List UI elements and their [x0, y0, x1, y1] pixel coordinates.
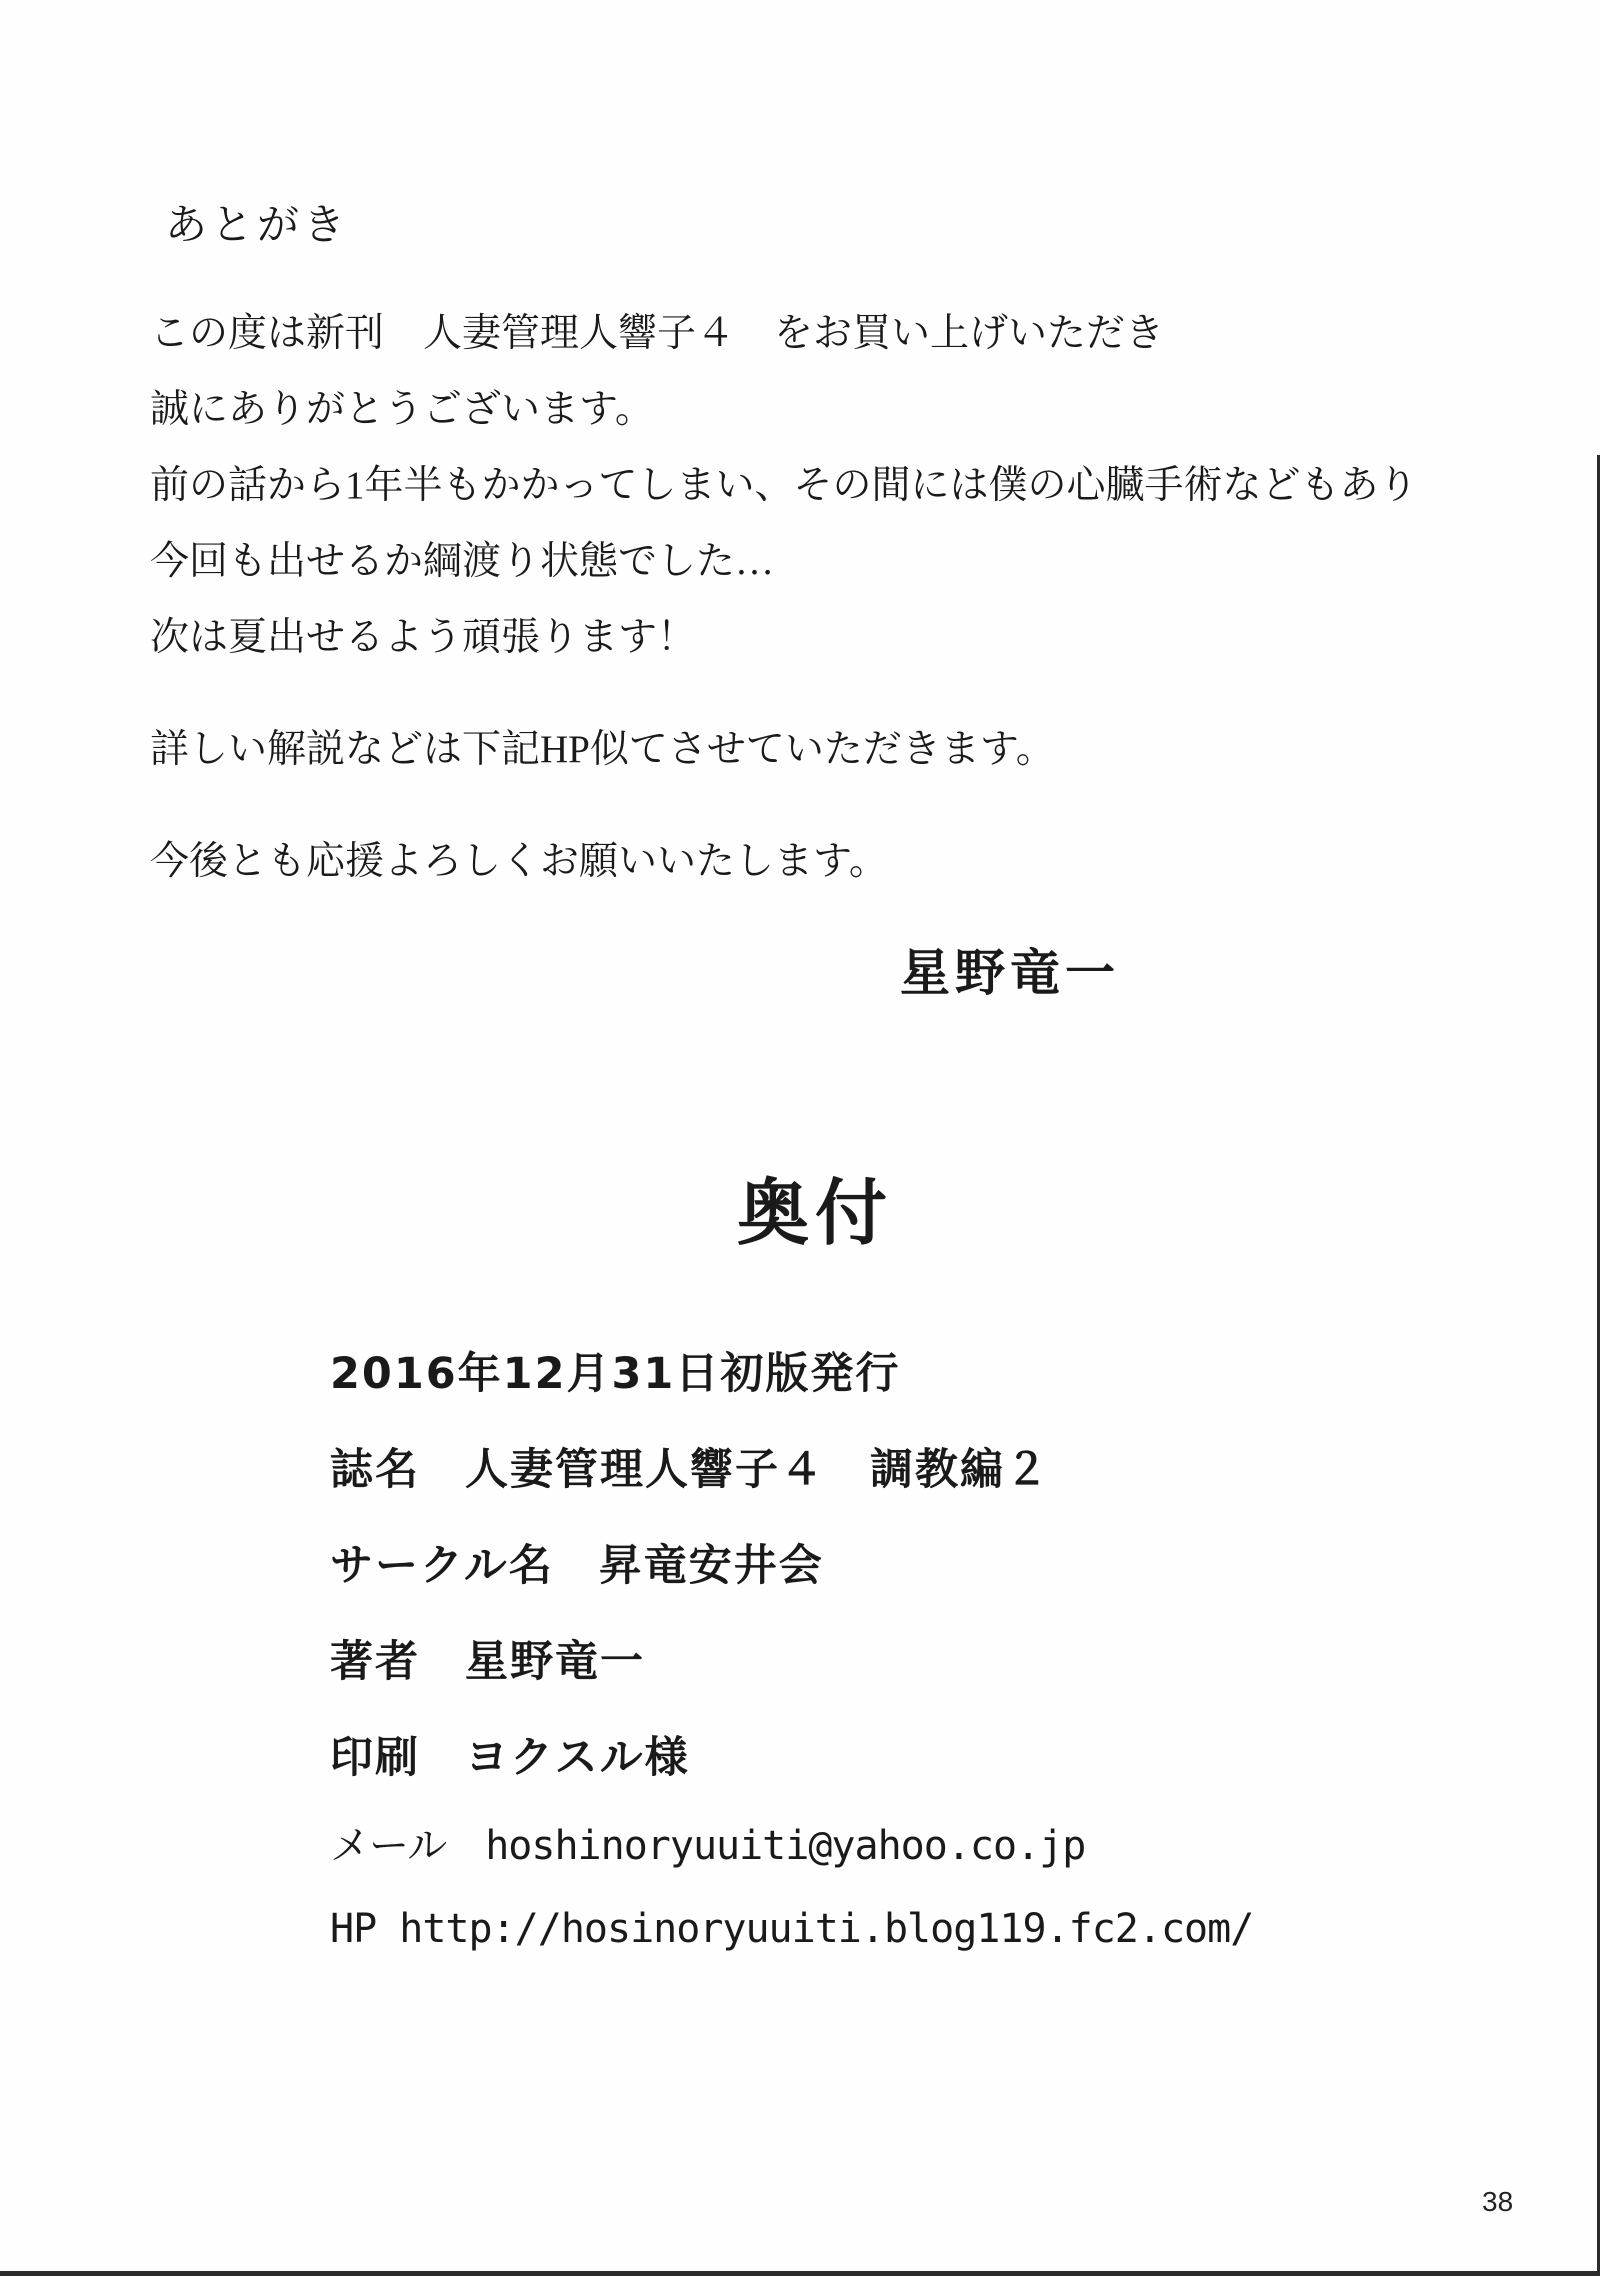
afterword-line: 次は夏出せるよう頑張ります！ [150, 616, 697, 659]
colophon-heading: 奥付 [736, 1171, 893, 1255]
afterword-line: 誠にありがとうございます。 [150, 388, 654, 431]
colophon-circle-name: サークル名 昇竜安井会 [330, 1541, 824, 1591]
scan-edge-bottom [0, 2271, 1600, 2276]
afterword-line: 今回も出せるか綱渡り状態でした… [150, 540, 775, 583]
afterword-line: この度は新刊 人妻管理人響子４ をお買い上げいただき [150, 312, 1165, 355]
page-number: 38 [1482, 2186, 1514, 2217]
afterword-heading: あとがき [165, 203, 350, 249]
colophon-printer: 印刷 ヨクスル様 [330, 1733, 690, 1783]
colophon-author: 著者 星野竜一 [330, 1637, 645, 1687]
afterword-line: 詳しい解説などは下記HP似てさせていただきます。 [150, 728, 1055, 771]
afterword-line: 前の話から1年半もかかってしまい、その間には僕の心臓手術などもあり [150, 464, 1418, 507]
afterword-line: 今後とも応援よろしくお願いいたします。 [150, 840, 888, 883]
colophon-homepage-url: HP http://hosinoryuuiti.blog119.fc2.com/ [330, 1906, 1254, 1952]
colophon-book-title: 誌名 人妻管理人響子４ 調教編２ [330, 1445, 1050, 1495]
colophon-email: メール hoshinoryuuiti@yahoo.co.jp [330, 1823, 1086, 1869]
colophon-publication-date: 2016年12月31日初版発行 [330, 1349, 901, 1399]
author-signature: 星野竜一 [900, 944, 1120, 1002]
